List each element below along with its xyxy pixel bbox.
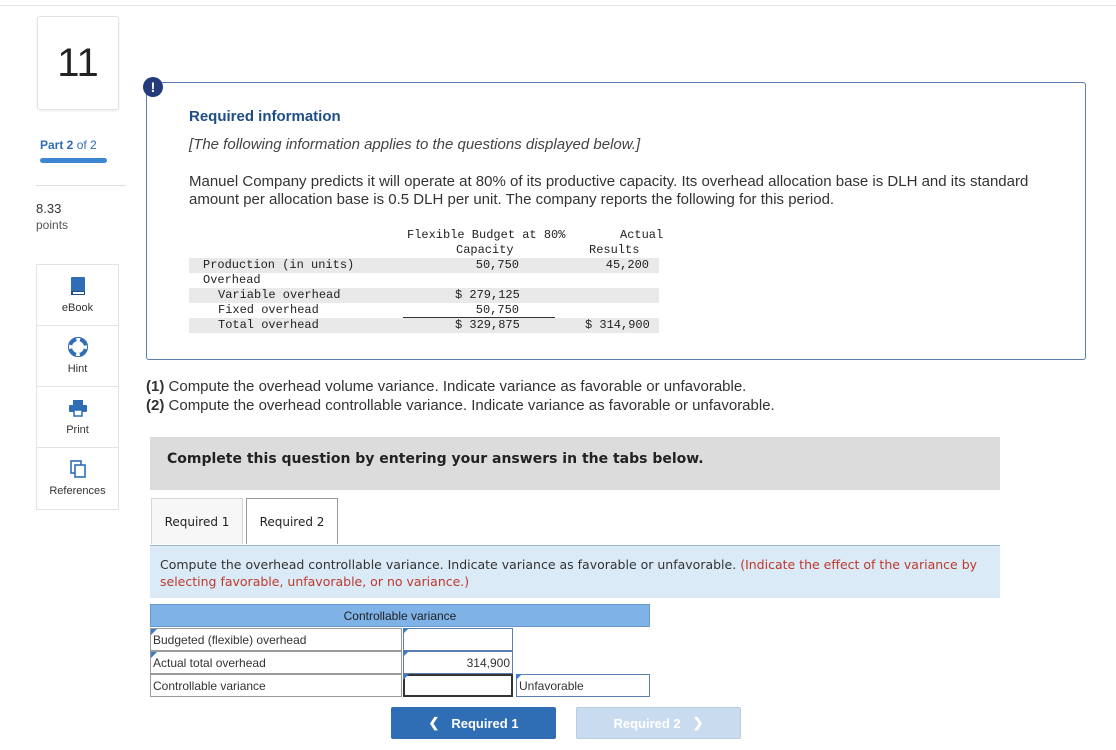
budgeted-overhead-input[interactable] <box>403 628 513 651</box>
book-icon <box>69 276 87 296</box>
answer-row-budgeted <box>150 628 650 651</box>
required-info-paragraph: Manuel Company predicts it will operate at 80% of its productive capacity. Its overhead allocation base is DLH and its standard amount per allocation base is 0.5 DLH per unit. The company reports the following for this period. <box>189 173 1029 208</box>
answer-label-cell[interactable] <box>150 628 402 651</box>
actual-overhead-input[interactable]: 314,900 <box>403 651 513 674</box>
col-actual-header-1: Actual <box>620 228 664 242</box>
edit-marker-icon <box>151 652 157 658</box>
points-label: points <box>36 218 69 232</box>
prev-label: Required 1 <box>451 715 519 731</box>
banner-text: Complete this question by entering your answers in the tabs below. <box>167 451 704 467</box>
table-row <box>189 258 659 273</box>
row-label: Overhead <box>203 273 261 287</box>
hint-button[interactable] <box>37 326 118 387</box>
edit-marker-icon <box>151 629 157 635</box>
points-value: 8.33 <box>36 201 62 216</box>
instruction-main: Compute the overhead controllable variance. Indicate variance as favorable or unfavorable. <box>160 557 737 572</box>
next-label: Required 2 <box>613 715 681 731</box>
answer-label: Controllable variance <box>153 679 266 693</box>
table-row <box>189 318 659 333</box>
edit-marker-icon <box>516 674 522 680</box>
chevron-left-icon: ❮ <box>428 715 440 730</box>
tab-required-2[interactable]: Required 2 <box>246 498 338 544</box>
instruction-banner <box>150 437 1000 490</box>
question-2-number: (2) <box>146 397 165 414</box>
answer-row-controllable <box>150 674 650 697</box>
printer-icon <box>68 398 88 418</box>
row-label: Production (in units) <box>203 258 355 272</box>
tab-instructions <box>150 545 1000 598</box>
top-divider <box>0 0 1116 6</box>
lifebuoy-icon <box>68 337 88 357</box>
col-flex-header-1: Flexible Budget at 80% <box>407 228 566 242</box>
edit-marker-icon <box>403 651 409 657</box>
row-actual-value: $ 314,900 <box>585 318 650 332</box>
question-1-text: Compute the overhead volume variance. Indicate variance as favorable or unfavorable. <box>168 378 747 395</box>
row-label: Variable overhead <box>218 288 341 302</box>
answer-label: Budgeted (flexible) overhead <box>153 633 307 647</box>
answer-label-cell <box>150 674 402 697</box>
question-2-text: Compute the overhead controllable variance. Indicate variance as favorable or unfavorable. <box>168 397 775 414</box>
row-actual-value: 45,200 <box>605 258 649 272</box>
prev-required-button[interactable] <box>391 707 556 739</box>
col-actual-header-2: Results <box>589 243 640 257</box>
table-row <box>189 288 659 303</box>
chevron-right-icon: ❯ <box>692 715 704 730</box>
col-flex-header-2: Capacity <box>456 243 514 257</box>
ebook-button[interactable] <box>37 265 118 326</box>
row-flex-value: $ 279,125 <box>455 288 520 302</box>
table-row <box>189 273 659 288</box>
next-required-button[interactable] <box>576 707 741 739</box>
ebook-label: eBook <box>61 302 94 314</box>
row-label: Total overhead <box>218 318 319 332</box>
part-of: of 2 <box>76 138 97 152</box>
answer-row-actual <box>150 651 650 674</box>
part-label: Part 2 <box>40 138 74 152</box>
tab-required-1[interactable]: Required 1 <box>151 498 243 544</box>
answer-label: Actual total overhead <box>153 656 266 670</box>
references-button[interactable] <box>37 448 118 508</box>
hint-label: Hint <box>67 363 88 375</box>
divider <box>36 185 126 186</box>
part-progress-bar <box>40 158 107 163</box>
part-indicator <box>40 138 97 152</box>
print-label: Print <box>66 424 89 436</box>
edit-marker-icon <box>403 628 409 634</box>
row-label: Fixed overhead <box>218 303 319 317</box>
controllable-variance-input[interactable] <box>403 674 513 697</box>
question-1 <box>146 378 746 395</box>
question-2 <box>146 397 775 414</box>
references-label: References <box>49 485 106 497</box>
print-button[interactable] <box>37 387 118 448</box>
alert-icon: ! <box>143 77 163 97</box>
question-number: 11 <box>37 16 119 110</box>
required-info-title: Required information <box>189 108 341 125</box>
answer-table-header: Controllable variance <box>150 604 650 627</box>
copy-icon <box>69 459 87 479</box>
row-flex-value: 50,750 <box>475 258 519 272</box>
required-info-note: [The following information applies to the questions displayed below.] <box>189 136 641 153</box>
answer-label-cell[interactable] <box>150 651 402 674</box>
tool-panel <box>36 264 119 510</box>
variance-type-select[interactable]: Unfavorable <box>516 674 650 697</box>
instruction-note: (Indicate the effect of the variance by selecting favorable, unfavorable, or no variance.) <box>160 557 978 589</box>
table-row <box>189 303 659 318</box>
points <box>36 201 68 233</box>
question-1-number: (1) <box>146 378 165 395</box>
row-flex-value: 50,750 <box>475 303 519 317</box>
row-flex-value: $ 329,875 <box>455 318 520 332</box>
edit-marker-icon <box>403 674 409 680</box>
